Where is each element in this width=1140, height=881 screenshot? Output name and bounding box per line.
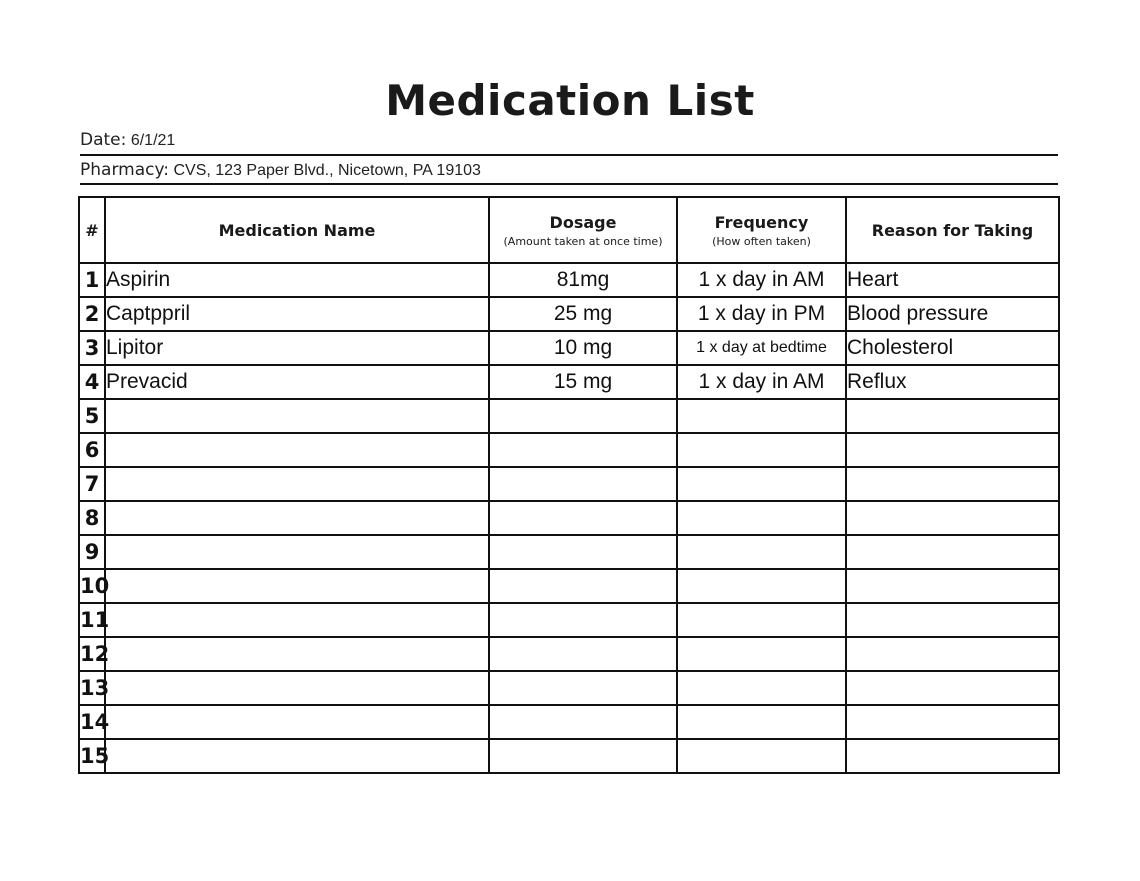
table-row xyxy=(79,535,1059,569)
header-frequency xyxy=(677,197,846,263)
reason-cell[interactable] xyxy=(846,705,1059,739)
date-line xyxy=(80,130,1058,156)
table-row xyxy=(79,467,1059,501)
header-number: # xyxy=(79,197,105,263)
reason-cell[interactable]: Cholesterol xyxy=(846,331,1059,365)
table-row xyxy=(79,569,1059,603)
frequency-cell[interactable] xyxy=(677,569,846,603)
dosage-cell[interactable] xyxy=(489,433,677,467)
pharmacy-label: Pharmacy: xyxy=(80,160,170,180)
row-number: 4 xyxy=(79,365,105,399)
dosage-cell[interactable]: 15 mg xyxy=(489,365,677,399)
table-row xyxy=(79,331,1059,365)
dosage-cell[interactable] xyxy=(489,501,677,535)
frequency-cell[interactable]: 1 x day at bedtime xyxy=(677,331,846,365)
table-row xyxy=(79,739,1059,773)
medication-name-cell[interactable] xyxy=(105,603,489,637)
row-number: 13 xyxy=(79,671,105,705)
table-row xyxy=(79,501,1059,535)
dosage-cell[interactable] xyxy=(489,705,677,739)
reason-cell[interactable] xyxy=(846,399,1059,433)
frequency-cell[interactable]: 1 x day in AM xyxy=(677,365,846,399)
medication-name-cell[interactable] xyxy=(105,535,489,569)
row-number: 5 xyxy=(79,399,105,433)
table-row xyxy=(79,399,1059,433)
row-number: 10 xyxy=(79,569,105,603)
dosage-cell[interactable]: 81mg xyxy=(489,263,677,297)
header-medication-name: Medication Name xyxy=(105,197,489,263)
medication-name-cell[interactable]: Prevacid xyxy=(105,365,489,399)
dosage-cell[interactable] xyxy=(489,399,677,433)
medication-name-cell[interactable] xyxy=(105,569,489,603)
header-frequency-sub: (How often taken) xyxy=(712,234,811,248)
row-number: 1 xyxy=(79,263,105,297)
row-number: 8 xyxy=(79,501,105,535)
row-number: 2 xyxy=(79,297,105,331)
dosage-cell[interactable] xyxy=(489,637,677,671)
row-number: 3 xyxy=(79,331,105,365)
frequency-cell[interactable] xyxy=(677,501,846,535)
row-number: 11 xyxy=(79,603,105,637)
table-row xyxy=(79,671,1059,705)
medication-name-cell[interactable] xyxy=(105,739,489,773)
frequency-cell[interactable] xyxy=(677,467,846,501)
header-dosage-label: Dosage xyxy=(549,212,617,232)
header-frequency-label: Frequency xyxy=(714,212,809,232)
page-title: Medication List xyxy=(385,76,755,125)
dosage-cell[interactable] xyxy=(489,535,677,569)
frequency-cell[interactable] xyxy=(677,433,846,467)
header-dosage-sub: (Amount taken at once time) xyxy=(503,234,663,248)
reason-cell[interactable] xyxy=(846,739,1059,773)
dosage-cell[interactable] xyxy=(489,467,677,501)
dosage-cell[interactable] xyxy=(489,569,677,603)
row-number: 15 xyxy=(79,739,105,773)
frequency-cell[interactable] xyxy=(677,671,846,705)
reason-cell[interactable] xyxy=(846,467,1059,501)
dosage-cell[interactable]: 10 mg xyxy=(489,331,677,365)
medication-name-cell[interactable] xyxy=(105,671,489,705)
table-row xyxy=(79,637,1059,671)
medication-name-cell[interactable] xyxy=(105,705,489,739)
table-row xyxy=(79,297,1059,331)
row-number: 6 xyxy=(79,433,105,467)
reason-cell[interactable]: Heart xyxy=(846,263,1059,297)
dosage-cell[interactable] xyxy=(489,671,677,705)
frequency-cell[interactable] xyxy=(677,603,846,637)
reason-cell[interactable] xyxy=(846,637,1059,671)
reason-cell[interactable] xyxy=(846,603,1059,637)
pharmacy-line xyxy=(80,160,1058,185)
reason-cell[interactable] xyxy=(846,433,1059,467)
table-row xyxy=(79,603,1059,637)
pharmacy-value[interactable]: CVS, 123 Paper Blvd., Nicetown, PA 19103 xyxy=(173,162,481,179)
dosage-cell[interactable] xyxy=(489,603,677,637)
table-row xyxy=(79,365,1059,399)
dosage-cell[interactable] xyxy=(489,739,677,773)
reason-cell[interactable] xyxy=(846,569,1059,603)
table-row xyxy=(79,263,1059,297)
row-number: 14 xyxy=(79,705,105,739)
medication-name-cell[interactable] xyxy=(105,433,489,467)
table-header-row xyxy=(79,197,1059,263)
table-row xyxy=(79,433,1059,467)
frequency-cell[interactable] xyxy=(677,535,846,569)
table-row xyxy=(79,705,1059,739)
medication-name-cell[interactable]: Aspirin xyxy=(105,263,489,297)
medication-name-cell[interactable] xyxy=(105,467,489,501)
medication-table xyxy=(78,196,1060,774)
frequency-cell[interactable] xyxy=(677,739,846,773)
medication-name-cell[interactable] xyxy=(105,637,489,671)
frequency-cell[interactable]: 1 x day in AM xyxy=(677,263,846,297)
medication-name-cell[interactable] xyxy=(105,501,489,535)
row-number: 12 xyxy=(79,637,105,671)
date-value[interactable]: 6/1/21 xyxy=(130,132,176,149)
frequency-cell[interactable]: 1 x day in PM xyxy=(677,297,846,331)
medication-name-cell[interactable]: Lipitor xyxy=(105,331,489,365)
reason-cell[interactable]: Reflux xyxy=(846,365,1059,399)
reason-cell[interactable] xyxy=(846,501,1059,535)
dosage-cell[interactable]: 25 mg xyxy=(489,297,677,331)
frequency-cell[interactable] xyxy=(677,637,846,671)
reason-cell[interactable] xyxy=(846,535,1059,569)
medication-name-cell[interactable]: Captppril xyxy=(105,297,489,331)
date-label: Date: xyxy=(80,130,127,150)
header-dosage xyxy=(489,197,677,263)
frequency-cell[interactable] xyxy=(677,399,846,433)
frequency-cell[interactable] xyxy=(677,705,846,739)
header-reason: Reason for Taking xyxy=(846,197,1059,263)
row-number: 7 xyxy=(79,467,105,501)
row-number: 9 xyxy=(79,535,105,569)
medication-name-cell[interactable] xyxy=(105,399,489,433)
reason-cell[interactable] xyxy=(846,671,1059,705)
reason-cell[interactable]: Blood pressure xyxy=(846,297,1059,331)
